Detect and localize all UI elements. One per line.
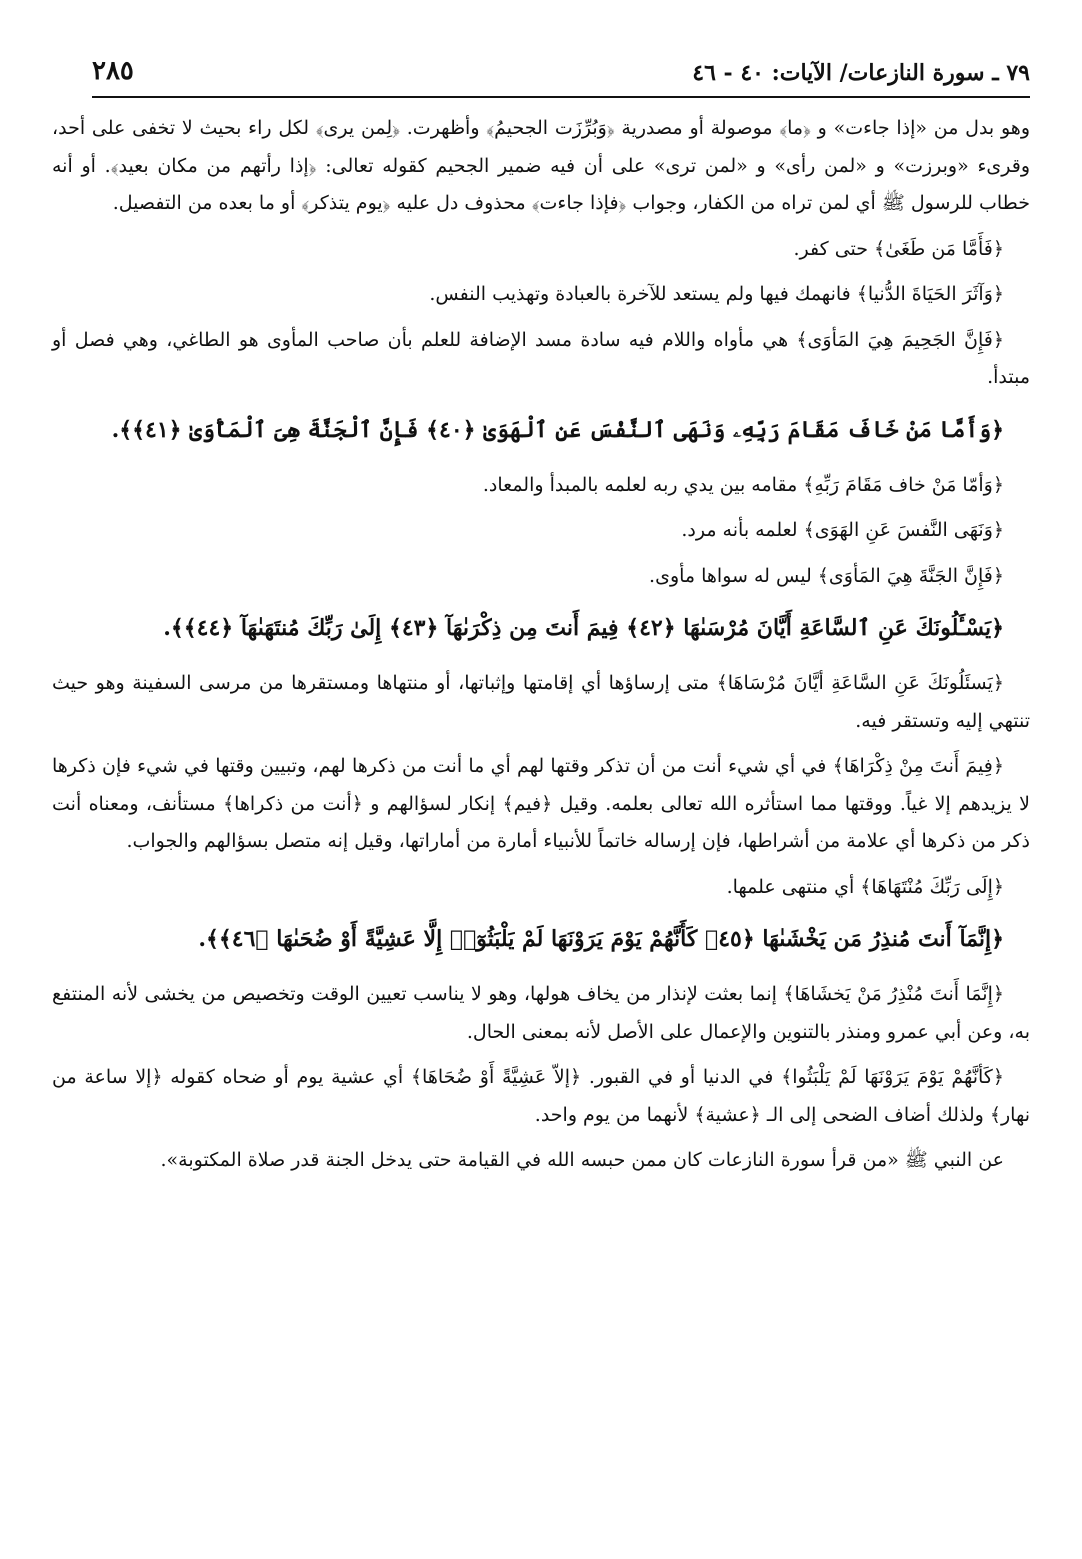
paragraph: ﴿وَأمّا مَنْ خاف مَقَامَ رَبِّهِ﴾ مقامه بين يدي ربه لعلمه بالمبدأ والمعاد.	[482, 473, 1004, 496]
paragraph: عن النبي ﷺ «من قرأ سورة النازعات كان ممن حبسه الله في القيامة حتى يدخل الجنة قدر صلاة المكتوبة».	[160, 1149, 1004, 1171]
paragraph: ﴿فَأَمَّا مَن طَغَىٰ﴾ حتى كفر.	[793, 237, 1004, 260]
page-number: ٢٨٥	[92, 56, 134, 86]
paragraph: ﴿فِيمَ أَنتَ مِنْ ذِكْرَاهَا﴾ في أي شيء أنت من أن تذكر وقتها لهم أي ما أنت من ذكرها لهم، وتبيين وقتها في شيء فإن ذكرها لا يزيدهم إلا غياً. ووقتها مما استأثره الله تعالى بعلمه. وقيل ﴿فيم﴾ إنكار لسؤالهم و ﴿أنت من ذكراها﴾ مستأنف، ومعناه أنت ذكر من ذكرها أي علامة من أشراطها، فإن إرساله خاتماً للأنبياء أمارة من أماراتها، وقيل إنه متصل بسؤالهم والجواب.	[52, 755, 1030, 852]
paragraph: ﴿يَسئَلُونَكَ عَنِ السَّاعَةِ أيَّانَ مُرْسَاهَا﴾ متى إرساؤها أي إقامتها وإثباتها، أو منتهاها ومستقرها من مرسى السفينة وهو حيث تنتهي إليه وتستقر فيه.	[52, 672, 1030, 732]
paragraph: ﴿إِلَى رَبِّكَ مُنْتَهَاهَا﴾ أي منتهى علمها.	[726, 875, 1004, 898]
paragraph: ﴿كَأنَّهُمْ يَوْمَ يَرَوْنَهَا لَمْ يَلْبَثُوا﴾ في الدنيا أو في القبور. ﴿إلاّ عَشِيَّةً أَوْ ضُحَاهَا﴾ أي عشية يوم أو ضحاه كقوله ﴿إلا ساعة من نهار﴾ ولذلك أضاف الضحى إلى الـ ﴿عشية﴾ لأنهما من يوم واحد.	[52, 1066, 1030, 1126]
document-body	[52, 110, 1030, 1188]
page-header	[92, 56, 1030, 98]
quran-verse: ﴿وَأَمَّا مَنْ خَافَ مَقَامَ رَبِّهِۦ وَنَهَى ٱلنَّفْسَ عَنِ ٱلْهَوَىٰ ﴿٤٠﴾ فَإِنَّ ٱلْجَنَّةَ هِىَ ٱلْمَأْوَىٰ ﴿٤١﴾﴾.	[111, 416, 1004, 443]
quran-verse: ﴿يَسْـَٔلُونَكَ عَنِ ٱلسَّاعَةِ أَيَّانَ مُرْسَىٰهَا ﴿٤٢﴾ فِيمَ أَنتَ مِن ذِكْرَىٰهَآ ﴿٤٣﴾ إِلَىٰ رَبِّكَ مُنتَهَىٰهَآ ﴿٤٤﴾﴾.	[163, 615, 1004, 641]
paragraph: ﴿فَإِنَّ الجَنَّةَ هِيَ المَأوَى﴾ ليس له سواها مأوى.	[649, 564, 1004, 587]
paragraph: ﴿فَإِنَّ الجَحِيمَ هِيَ المَأوَى﴾ هي مأواه واللام فيه سادة مسد الإضافة للعلم بأن صاحب المأوى هو الطاغي، وهي فصل أو مبتدأ.	[52, 328, 1030, 388]
paragraph: ﴿إِنَّمَا أَنتَ مُنْذِرُ مَنْ يَخشَاهَا﴾ إنما بعثت لإنذار من يخاف هولها، وهو لا يناسب تعيين الوقت وتخصيص من يخشى لأنه المنتفع به، وعن أبي عمرو ومنذر بالتنوين والإعمال على الأصل لأنه بمعنى الحال.	[52, 983, 1030, 1043]
paragraph: ﴿وَنَهَى النَّفسَ عَنِ الهَوَى﴾ لعلمه بأنه مرد.	[681, 519, 1004, 541]
running-title: ٧٩ ـ سورة النازعات/ الآيات: ٤٠ - ٤٦	[692, 60, 1030, 86]
paragraph: ﴿وَآثَرَ الحَيَاةَ الدُّنيا﴾ فانهمك فيها ولم يستعد للآخرة بالعبادة وتهذيب النفس.	[429, 283, 1004, 305]
quran-verse: ﴿إِنَّمَآ أَنتَ مُنذِرُ مَن يَخْشَىٰهَا ﴿٤٥﴾ كَأَنَّهُمْ يَوْمَ يَرَوْنَهَا لَمْ يَلْبَثُوٓا۟ إِلَّا عَشِيَّةً أَوْ ضُحَىٰهَا ﴿٤٦﴾﴾.	[198, 926, 1004, 952]
paragraph: وهو بدل من «إذا جاءت» و ﴿ما﴾ موصولة أو مصدرية ﴿وَبُرِّزَت الجحيمُ﴾ وأظهرت. ﴿لِمن يرى﴾ لكل راء بحيث لا تخفى على أحد، وقرىء «وبرزت» و «لمن رأى» و «لمن ترى» على أن فيه ضمير الجحيم كقوله تعالى: ﴿إذا رأتهم من مكان بعيد﴾. أو أنه خطاب للرسول ﷺ أي لمن تراه من الكفار، وجواب ﴿فإذا جاءت﴾ محذوف دل عليه ﴿يوم يتذكر﴾ أو ما بعده من التفصيل.	[52, 117, 1030, 214]
